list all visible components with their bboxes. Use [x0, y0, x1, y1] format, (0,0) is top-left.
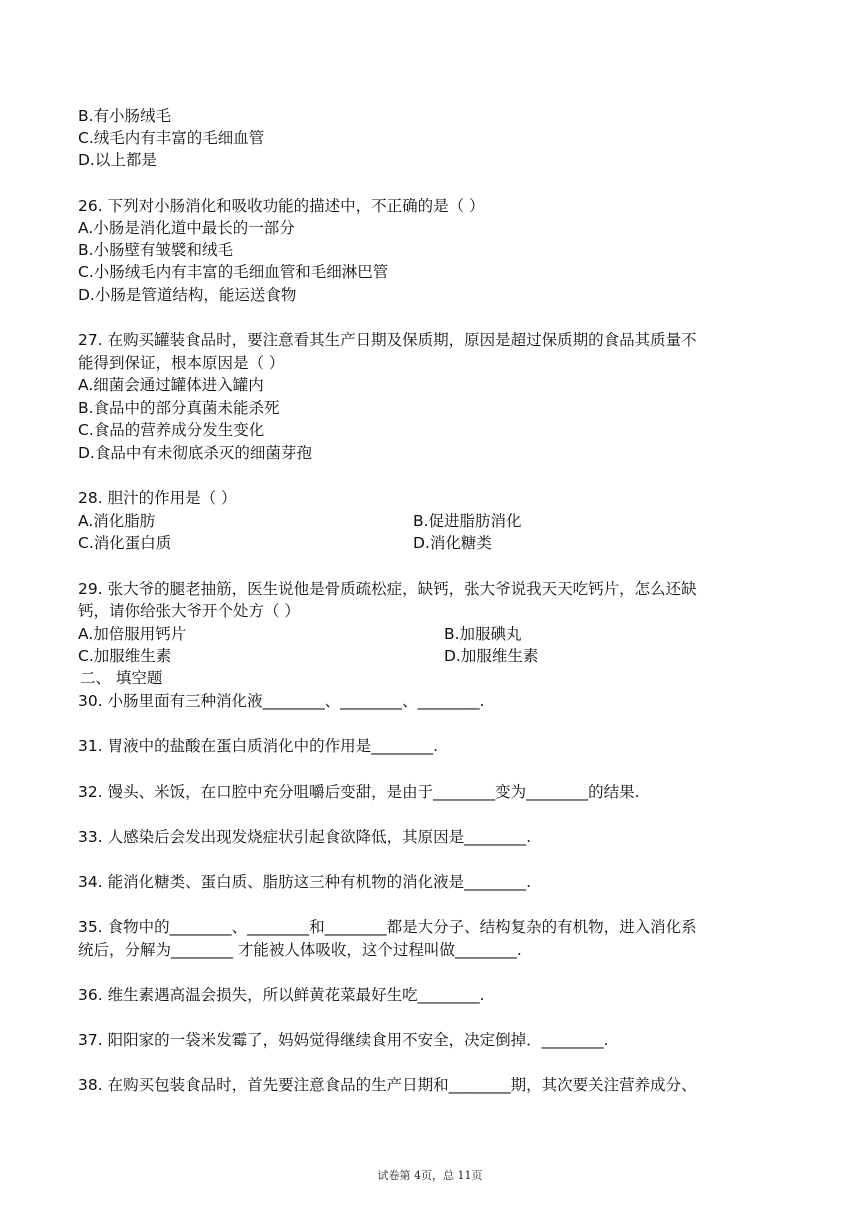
- question-36: 36. 维生素遇高温会损失，所以鲜黄花菜最好生吃________.: [78, 986, 485, 1004]
- option-26-b: B.小肠壁有皱襞和绒毛: [78, 241, 234, 259]
- option-28-a: A.消化脂肪: [78, 512, 156, 530]
- option-25-c: C.绒毛内有丰富的毛细血管: [78, 129, 265, 147]
- option-29-c: C.加服维生素: [78, 647, 172, 665]
- question-32: 32. 馒头、米饭，在口腔中充分咀嚼后变甜，是由于________变为________的结果.: [78, 783, 640, 801]
- question-33: 33. 人感染后会发出现发烧症状引起食欲降低，其原因是________.: [78, 828, 532, 846]
- option-29-a: A.加倍服用钙片: [78, 625, 187, 643]
- question-35-line-1: 35. 食物中的________、________和________都是大分子、结构复杂的有机物，进入消化系: [78, 918, 697, 936]
- option-28-c: C.消化蛋白质: [78, 534, 172, 552]
- option-28-b: B.促进脂肪消化: [413, 512, 522, 530]
- question-29-line-1: 29. 张大爷的腿老抽筋，医生说他是骨质疏松症，缺钙，张大爷说我天天吃钙片，怎么还缺: [78, 580, 697, 598]
- question-27-line-1: 27. 在购买罐装食品时，要注意看其生产日期及保质期，原因是超过保质期的食品其质量不: [78, 331, 697, 349]
- option-28-d: D.消化糖类: [413, 534, 492, 552]
- option-26-c: C.小肠绒毛内有丰富的毛细血管和毛细淋巴管: [78, 263, 389, 281]
- option-29-d: D.加服维生素: [444, 647, 539, 665]
- question-35-line-2: 统后，分解为________ 才能被人体吸收，这个过程叫做________.: [78, 941, 522, 959]
- question-29-line-2: 钙，请你给张大爷开个处方（ ）: [78, 602, 300, 620]
- page-footer: 试卷第 4页，总 11页: [377, 1169, 483, 1182]
- question-26: 26. 下列对小肠消化和吸收功能的描述中，不正确的是（ ）: [78, 197, 485, 215]
- option-29-b: B.加服碘丸: [444, 625, 522, 643]
- option-27-d: D.食品中有未彻底杀灭的细菌芽孢: [78, 444, 312, 462]
- option-25-b: B.有小肠绒毛: [78, 107, 172, 125]
- question-34: 34. 能消化糖类、蛋白质、脂肪这三种有机物的消化液是________.: [78, 873, 532, 891]
- question-37: 37. 阳阳家的一袋米发霉了，妈妈觉得继续食用不安全，决定倒掉．________.: [78, 1031, 609, 1049]
- question-27-line-2: 能得到保证，根本原因是（ ）: [78, 354, 285, 372]
- option-27-a: A.细菌会通过罐体进入罐内: [78, 376, 264, 394]
- option-26-a: A.小肠是消化道中最长的一部分: [78, 219, 295, 237]
- option-27-c: C.食品的营养成分发生变化: [78, 421, 265, 439]
- question-38: 38. 在购买包装食品时，首先要注意食品的生产日期和________期，其次要关注营养成分、: [78, 1076, 697, 1094]
- question-31: 31. 胃液中的盐酸在蛋白质消化中的作用是________.: [78, 737, 439, 755]
- section-heading-fill-in: 二、 填空题: [80, 669, 163, 687]
- option-26-d: D.小肠是管道结构，能运送食物: [78, 286, 297, 304]
- option-27-b: B.食品中的部分真菌未能杀死: [78, 399, 280, 417]
- question-28: 28. 胆汁的作用是（ ）: [78, 489, 237, 507]
- option-25-d: D.以上都是: [78, 151, 157, 169]
- question-30: 30. 小肠里面有三种消化液________、________、________.: [78, 692, 485, 710]
